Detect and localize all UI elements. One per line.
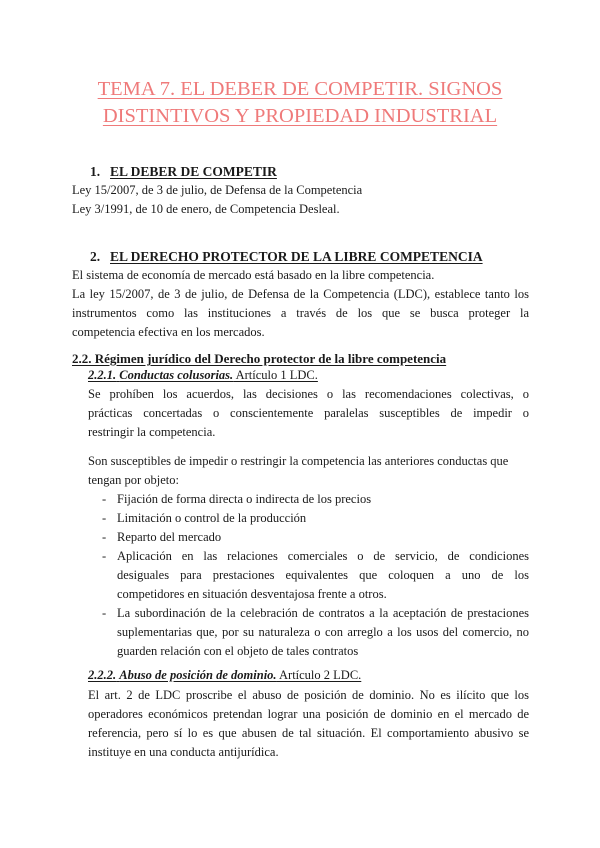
bullet-marker: - (102, 549, 107, 563)
bullet-item-2: Limitación o control de la producción (117, 511, 307, 525)
section-2-2-heading: 2.2. Régimen jurídico del Derecho protector de la libre competencia (72, 351, 447, 366)
section-1-heading: EL DEBER DE COMPETIR (110, 164, 277, 179)
bullet-item-5-line-3: guarden relación con el objeto de tales contratos (117, 644, 359, 658)
section-2-paragraph-1: El sistema de economía de mercado está basado en la libre competencia. (72, 268, 435, 282)
section-1-line-2: Ley 3/1991, de 10 de enero, de Competencia Desleal. (72, 202, 340, 216)
bullet-item-3: Reparto del mercado (117, 530, 222, 544)
section-2-heading: EL DERECHO PROTECTOR DE LA LIBRE COMPETENCIA (110, 249, 483, 264)
sub1-paragraph-1-line-3: restringir la competencia. (88, 425, 216, 439)
section-2-paragraph-2-line-2: instrumentos como las instituciones a través de los que se busca proteger la (72, 306, 529, 320)
subsection-2-2-1-heading (88, 368, 318, 383)
subsection-2-2-1-title: Conductas colusorias. (119, 368, 234, 382)
subsection-2-2-2-ref: Artículo 2 LDC. (276, 668, 362, 682)
subsection-2-2-1-ref: Artículo 1 LDC. (233, 368, 318, 382)
section-1-line-1: Ley 15/2007, de 3 de julio, de Defensa de la Competencia (72, 183, 363, 197)
sub1-paragraph-2-line-2: tengan por objeto: (88, 473, 179, 487)
title-line-1: TEMA 7. EL DEBER DE COMPETIR. SIGNOS (97, 78, 503, 100)
subsection-2-2-2-number: 2.2.2. (88, 668, 117, 682)
sub1-paragraph-1-line-2: prácticas concertadas o conscientemente paralelas susceptibles de impedir o (88, 406, 529, 420)
bullet-item-5-line-2: suplementarias que, por su naturaleza o con arreglo a los usos del comercio, no (117, 625, 529, 639)
subsection-2-2-2-title: Abuso de posición de dominio. (119, 668, 277, 682)
bullet-item-1: Fijación de forma directa o indirecta de los precios (117, 492, 372, 506)
bullet-item-5-line-1: La subordinación de la celebración de contratos a la aceptación de prestaciones (117, 606, 529, 620)
sub2-paragraph-line-1: El art. 2 de LDC proscribe el abuso de posición de dominio. No es ilícito que los (88, 688, 529, 702)
section-2-number: 2. (90, 249, 101, 264)
section-2-paragraph-2-line-1: La ley 15/2007, de 3 de julio, de Defensa de la Competencia (LDC), establece tanto los (72, 287, 529, 301)
sub1-paragraph-1-line-1: Se prohíben los acuerdos, las decisiones o las recomendaciones colectivas, o (88, 387, 529, 401)
subsection-2-2-1-number: 2.2.1. (88, 368, 117, 382)
section-1-number: 1. (90, 164, 101, 179)
document-title (60, 76, 540, 130)
title-line-2: DISTINTIVOS Y PROPIEDAD INDUSTRIAL (102, 105, 498, 127)
sub2-paragraph-line-3: referencia, pero sí lo es que abusen de tal situación. El comportamiento abusivo se (88, 726, 529, 740)
sub2-paragraph-line-2: operadores económicos pretendan lograr una posición de dominio en el mercado de (88, 707, 529, 721)
bullet-marker: - (102, 511, 107, 525)
section-2-paragraph-2-line-3: competencia efectiva en los mercados. (72, 325, 265, 339)
subsection-2-2-2-heading (88, 668, 361, 683)
sub1-paragraph-2-line-1: Son susceptibles de impedir o restringir la competencia las anteriores conductas que (88, 454, 509, 468)
bullet-marker: - (102, 606, 107, 620)
bullet-item-4-line-1: Aplicación en las relaciones comerciales o de servicio, de condiciones (117, 549, 529, 563)
sub2-paragraph-line-4: instituye en una conducta antijurídica. (88, 745, 279, 759)
bullet-item-4-line-3: competidores en situación desventajosa frente a otros. (117, 587, 387, 601)
bullet-marker: - (102, 530, 107, 544)
bullet-marker: - (102, 492, 107, 506)
bullet-item-4-line-2: desiguales para prestaciones equivalentes que coloquen a uno de los (117, 568, 529, 582)
